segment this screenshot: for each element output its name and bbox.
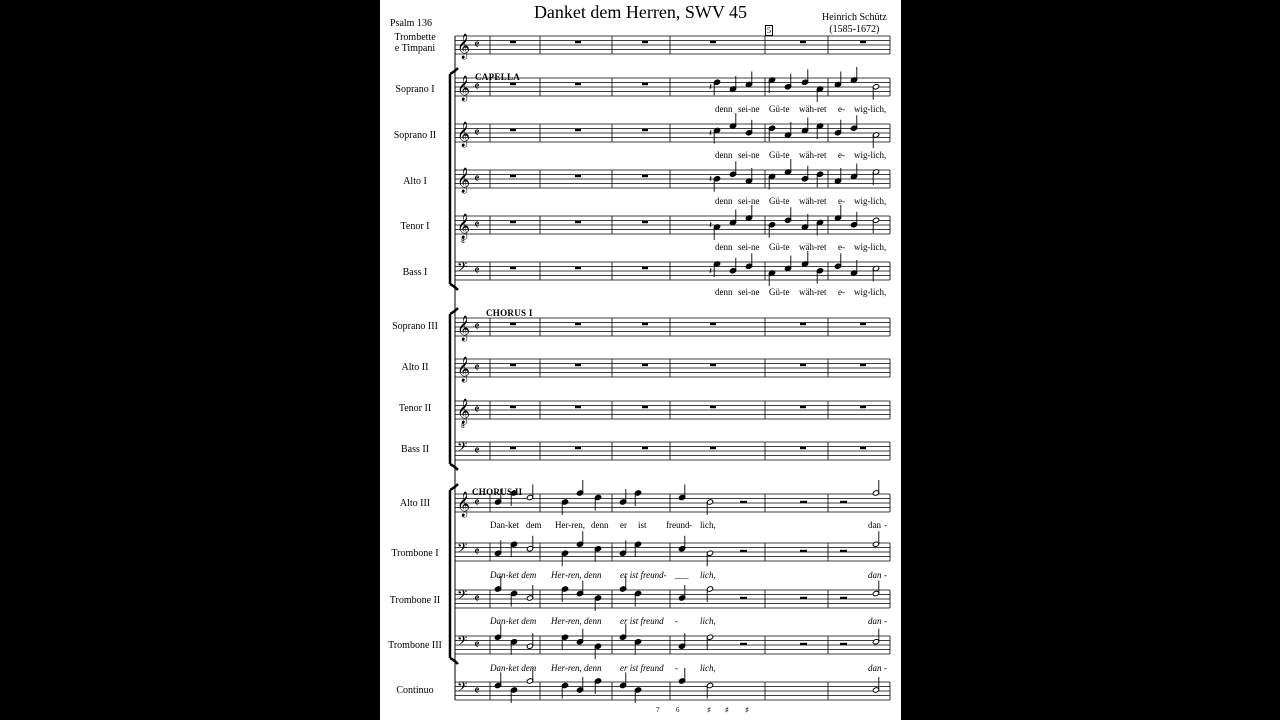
instrument-label-line: Soprano I bbox=[395, 84, 435, 95]
whole-rest bbox=[575, 83, 581, 85]
whole-rest bbox=[510, 364, 516, 366]
instrument-label-line: Soprano II bbox=[393, 130, 437, 141]
whole-rest bbox=[510, 447, 516, 449]
treble-clef-icon: 𝄞 bbox=[457, 357, 471, 382]
psalm-label: Psalm 136 bbox=[390, 18, 432, 29]
bass-clef-icon: 𝄢 bbox=[457, 259, 468, 278]
bass-clef-icon: 𝄢 bbox=[457, 587, 468, 606]
whole-rest bbox=[642, 364, 648, 366]
lyric-syllable: e- bbox=[838, 104, 845, 114]
whole-rest bbox=[860, 406, 866, 408]
whole-rest bbox=[510, 406, 516, 408]
figured-bass-figure: ♯ bbox=[745, 706, 749, 714]
cut-time-icon: 𝄵 bbox=[474, 684, 480, 699]
cut-time-icon: 𝄵 bbox=[474, 545, 480, 560]
whole-rest bbox=[510, 175, 516, 177]
instrument-label-tb3 bbox=[380, 640, 450, 651]
half-rest bbox=[800, 501, 807, 503]
lyric-syllable: wäh-ret bbox=[799, 196, 827, 206]
cut-time-icon: 𝄵 bbox=[474, 126, 480, 141]
lyric-syllable: wäh-ret bbox=[799, 104, 827, 114]
whole-rest bbox=[710, 406, 716, 408]
whole-rest bbox=[575, 447, 581, 449]
quarter-rest-icon: 𝄽 bbox=[709, 128, 713, 139]
lyric-syllable: sei-ne bbox=[738, 150, 760, 160]
octave-mark: 8 bbox=[461, 423, 465, 430]
instrument-label-b1 bbox=[380, 267, 450, 278]
lyric-syllable: - bbox=[884, 663, 887, 673]
lyric-syllable: denn bbox=[715, 104, 733, 114]
whole-rest bbox=[860, 364, 866, 366]
treble-clef-icon: 𝄞 bbox=[457, 214, 471, 239]
whole-rest bbox=[642, 323, 648, 325]
whole-rest bbox=[860, 447, 866, 449]
half-rest bbox=[800, 597, 807, 599]
half-rest bbox=[840, 597, 847, 599]
lyric-syllable: denn bbox=[715, 196, 733, 206]
lyric-syllable: Dan-ket dem bbox=[490, 616, 537, 626]
whole-rest bbox=[860, 323, 866, 325]
bass-clef-icon: 𝄢 bbox=[457, 679, 468, 698]
whole-rest bbox=[710, 323, 716, 325]
lyric-syllable: dan bbox=[868, 520, 881, 530]
whole-rest bbox=[800, 41, 806, 43]
lyric-syllable: wig-lich, bbox=[854, 287, 887, 297]
lyric-syllable: Her-ren, denn bbox=[551, 663, 602, 673]
lyric-syllable: e- bbox=[838, 242, 845, 252]
whole-rest bbox=[510, 83, 516, 85]
instrument-label-line: Trombone III bbox=[388, 640, 442, 651]
cut-time-icon: 𝄵 bbox=[474, 403, 480, 418]
half-rest bbox=[740, 501, 747, 503]
instrument-label-line: Bass II bbox=[400, 444, 430, 455]
whole-rest bbox=[710, 41, 716, 43]
instrument-label-line: Soprano III bbox=[392, 321, 438, 332]
half-rest bbox=[800, 550, 807, 552]
figured-bass-figure: 6 bbox=[676, 706, 680, 714]
whole-rest bbox=[800, 406, 806, 408]
lyric-syllable: - bbox=[884, 616, 887, 626]
lyric-syllable: wäh-ret bbox=[799, 242, 827, 252]
instrument-label-tb1 bbox=[380, 548, 450, 559]
whole-rest bbox=[642, 267, 648, 269]
lyric-syllable: lich, bbox=[700, 616, 716, 626]
lyric-syllable: wig-lich, bbox=[854, 150, 887, 160]
lyric-syllable: Her-ren, denn bbox=[551, 616, 602, 626]
lyric-syllable: - bbox=[689, 520, 692, 530]
instrument-label-line: Continuo bbox=[396, 685, 434, 696]
treble-clef-icon: 𝄞 bbox=[457, 492, 471, 517]
instrument-label-s1 bbox=[380, 84, 450, 95]
score-page bbox=[380, 0, 901, 720]
lyric-syllable: wig-lich, bbox=[854, 196, 887, 206]
lyric-syllable: denn bbox=[715, 242, 733, 252]
cut-time-icon: 𝄵 bbox=[474, 172, 480, 187]
treble-clef-icon: 𝄞 bbox=[457, 122, 471, 147]
whole-rest bbox=[800, 364, 806, 366]
instrument-label-t2 bbox=[380, 403, 450, 414]
lyric-syllable: dem bbox=[526, 520, 542, 530]
lyric-syllable: freund bbox=[666, 520, 690, 530]
section-label-chorus1: CHORUS I bbox=[486, 308, 533, 318]
lyric-syllable: er bbox=[620, 520, 627, 530]
half-rest bbox=[740, 597, 747, 599]
instrument-label-a3 bbox=[380, 498, 450, 509]
cut-time-icon: 𝄵 bbox=[474, 218, 480, 233]
instrument-label-line: Alto II bbox=[401, 362, 429, 373]
whole-rest bbox=[800, 323, 806, 325]
lyric-syllable: denn bbox=[715, 287, 733, 297]
whole-rest bbox=[642, 175, 648, 177]
whole-rest bbox=[575, 406, 581, 408]
lyric-syllable: Gü-te bbox=[769, 242, 790, 252]
page-title: Danket dem Herren, SWV 45 bbox=[533, 2, 748, 22]
lyric-syllable: denn bbox=[715, 150, 733, 160]
half-rest bbox=[740, 550, 747, 552]
whole-rest bbox=[575, 129, 581, 131]
instrument-label-b2 bbox=[380, 444, 450, 455]
half-rest bbox=[800, 643, 807, 645]
instrument-label-line: Tenor I bbox=[400, 221, 430, 232]
instrument-label-t1 bbox=[380, 221, 450, 232]
lyric-syllable: lich, bbox=[700, 663, 716, 673]
treble-clef-icon: 𝄞 bbox=[457, 168, 471, 193]
lyric-syllable: lich, bbox=[700, 570, 716, 580]
lyric-syllable: dan bbox=[868, 616, 882, 626]
lyric-syllable: lich, bbox=[700, 520, 716, 530]
composer-name: Heinrich Schütz bbox=[822, 12, 887, 23]
lyric-syllable: e- bbox=[838, 287, 845, 297]
cut-time-icon: 𝄵 bbox=[474, 496, 480, 511]
lyric-syllable: denn bbox=[591, 520, 609, 530]
figured-bass-figure: 7 bbox=[656, 706, 660, 714]
lyric-syllable: Her-ren, bbox=[555, 520, 586, 530]
quarter-rest-icon: 𝄽 bbox=[709, 266, 713, 277]
half-rest bbox=[840, 501, 847, 503]
instrument-label-line: Bass I bbox=[402, 267, 428, 278]
figured-bass-figure: ♯ bbox=[707, 706, 711, 714]
cut-time-icon: 𝄵 bbox=[474, 320, 480, 335]
whole-rest bbox=[800, 447, 806, 449]
lyric-syllable: Dan-ket dem bbox=[490, 570, 537, 580]
cut-time-icon: 𝄵 bbox=[474, 592, 480, 607]
quarter-rest-icon: 𝄽 bbox=[709, 82, 713, 93]
lyric-syllable: e- bbox=[838, 150, 845, 160]
whole-rest bbox=[642, 447, 648, 449]
instrument-label-line: Tenor II bbox=[398, 403, 432, 414]
treble-clef-icon: 𝄞 bbox=[457, 316, 471, 341]
lyric-syllable: wig-lich, bbox=[854, 242, 887, 252]
instrument-label-line: Alto I bbox=[403, 176, 427, 187]
lyric-syllable: er ist freund bbox=[620, 616, 664, 626]
lyric-syllable: dan bbox=[868, 570, 882, 580]
lyric-syllable: ist bbox=[638, 520, 647, 530]
lyric-syllable: wäh-ret bbox=[799, 287, 827, 297]
cut-time-icon: 𝄵 bbox=[474, 638, 480, 653]
lyric-syllable: - bbox=[884, 520, 887, 530]
octave-mark: 8 bbox=[461, 238, 465, 245]
whole-rest bbox=[710, 364, 716, 366]
lyric-syllable: Gü-te bbox=[769, 287, 790, 297]
instrument-label-s3 bbox=[380, 321, 450, 332]
instrument-label-s2 bbox=[380, 130, 450, 141]
lyric-syllable: wäh-ret bbox=[799, 150, 827, 160]
lyric-syllable: dan bbox=[868, 663, 882, 673]
lyric-syllable: er ist freund bbox=[620, 663, 664, 673]
lyric-syllable: - bbox=[884, 570, 887, 580]
whole-rest bbox=[575, 221, 581, 223]
instrument-label-tb2 bbox=[380, 595, 450, 606]
whole-rest bbox=[642, 41, 648, 43]
lyric-syllable: ___ bbox=[675, 570, 689, 580]
treble-clef-icon: 𝄞 bbox=[457, 76, 471, 101]
instrument-label-tromb bbox=[380, 32, 450, 54]
whole-rest bbox=[510, 41, 516, 43]
lyric-syllable: sei-ne bbox=[738, 104, 760, 114]
cut-time-icon: 𝄵 bbox=[474, 80, 480, 95]
whole-rest bbox=[642, 129, 648, 131]
treble-clef-icon: 𝄞 bbox=[457, 34, 471, 59]
whole-rest bbox=[510, 267, 516, 269]
instrument-label-line: e Timpani bbox=[394, 43, 436, 54]
whole-rest bbox=[575, 267, 581, 269]
bass-clef-icon: 𝄢 bbox=[457, 633, 468, 652]
instrument-label-a2 bbox=[380, 362, 450, 373]
cut-time-icon: 𝄵 bbox=[474, 38, 480, 53]
lyric-syllable: Gü-te bbox=[769, 150, 790, 160]
whole-rest bbox=[575, 175, 581, 177]
lyric-syllable: sei-ne bbox=[738, 196, 760, 206]
whole-rest bbox=[575, 323, 581, 325]
whole-rest bbox=[575, 364, 581, 366]
treble-clef-icon: 𝄞 bbox=[457, 399, 471, 424]
lyric-syllable: Dan-ket bbox=[490, 520, 519, 530]
quarter-rest-icon: 𝄽 bbox=[709, 220, 713, 231]
lyric-syllable: er ist freund- bbox=[620, 570, 667, 580]
lyric-syllable: Gü-te bbox=[769, 104, 790, 114]
cut-time-icon: 𝄵 bbox=[474, 264, 480, 279]
whole-rest bbox=[642, 221, 648, 223]
half-rest bbox=[840, 643, 847, 645]
instrument-label-line: Alto III bbox=[399, 498, 431, 509]
instrument-label-line: Trombette bbox=[394, 32, 436, 43]
half-rest bbox=[840, 550, 847, 552]
lyric-syllable: wig-lich, bbox=[854, 104, 887, 114]
instrument-label-a1 bbox=[380, 176, 450, 187]
whole-rest bbox=[710, 447, 716, 449]
bass-clef-icon: 𝄢 bbox=[457, 439, 468, 458]
lyric-syllable: sei-ne bbox=[738, 287, 760, 297]
instrument-label-line: Trombone I bbox=[391, 548, 439, 559]
whole-rest bbox=[510, 323, 516, 325]
bass-clef-icon: 𝄢 bbox=[457, 540, 468, 559]
figured-bass-figure: ♯ bbox=[725, 706, 729, 714]
section-label-capella: CAPELLA bbox=[475, 72, 521, 82]
lyric-syllable: Dan-ket dem bbox=[490, 663, 537, 673]
lyric-syllable: Her-ren, denn bbox=[551, 570, 602, 580]
whole-rest bbox=[860, 41, 866, 43]
lyric-syllable: sei-ne bbox=[738, 242, 760, 252]
half-rest bbox=[740, 643, 747, 645]
whole-rest bbox=[642, 406, 648, 408]
lyric-syllable: - bbox=[675, 663, 678, 673]
whole-rest bbox=[642, 83, 648, 85]
lyric-syllable: - bbox=[675, 616, 678, 626]
composer-dates: (1585-1672) bbox=[829, 24, 880, 35]
whole-rest bbox=[510, 129, 516, 131]
cut-time-icon: 𝄵 bbox=[474, 444, 480, 459]
instrument-label-line: Trombone II bbox=[389, 595, 441, 606]
whole-rest bbox=[510, 221, 516, 223]
whole-rest bbox=[575, 41, 581, 43]
quarter-rest-icon: 𝄽 bbox=[709, 174, 713, 185]
measure-number: 5 bbox=[767, 26, 771, 35]
instrument-label-cont bbox=[380, 685, 450, 696]
lyric-syllable: Gü-te bbox=[769, 196, 790, 206]
section-label-chorus2: CHORUS II bbox=[472, 487, 523, 497]
cut-time-icon: 𝄵 bbox=[474, 361, 480, 376]
lyric-syllable: e- bbox=[838, 196, 845, 206]
